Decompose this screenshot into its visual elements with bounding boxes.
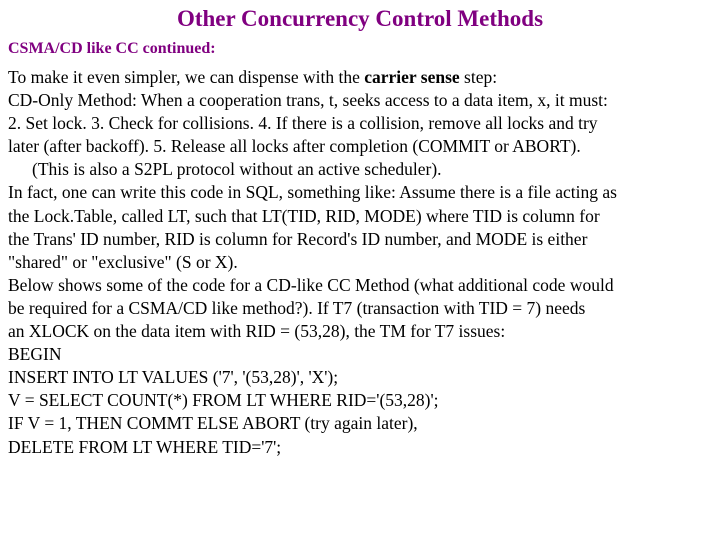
body-paragraph	[8, 343, 716, 366]
body-line	[8, 343, 716, 366]
slide-body	[8, 66, 716, 459]
body-text: BEGIN	[8, 344, 62, 365]
body-text: the Trans' ID number, RID is column for Record's ID number, and MODE is either	[8, 228, 588, 249]
body-line	[8, 66, 716, 89]
body-paragraph	[8, 89, 716, 112]
body-text: 2. Set lock. 3. Check for collisions. 4. If there is a collision, remove all locks and try	[8, 113, 598, 134]
body-paragraph	[8, 436, 716, 459]
body-paragraph	[8, 412, 716, 435]
body-text: "shared" or "exclusive" (S or X).	[8, 251, 238, 272]
body-line	[8, 274, 716, 297]
slide-subtitle: CSMA/CD like CC continued:	[8, 40, 216, 57]
body-paragraph	[8, 389, 716, 412]
body-text: IF V = 1, THEN COMMT ELSE ABORT (try again later),	[8, 413, 418, 434]
body-line	[8, 135, 716, 158]
body-text: later (after backoff). 5. Release all locks after completion (COMMIT or ABORT).	[8, 136, 581, 157]
body-text: INSERT INTO LT VALUES ('7', '(53,28)', 'X');	[8, 367, 339, 388]
body-line	[8, 181, 716, 204]
body-text: an XLOCK on the data item with RID = (53,28), the TM for T7 issues:	[8, 321, 506, 342]
body-text: V = SELECT COUNT(*) FROM LT WHERE RID='(53,28)';	[8, 390, 439, 411]
body-paragraph	[8, 366, 716, 389]
body-paragraph	[8, 112, 716, 158]
body-text: DELETE FROM LT WHERE TID='7';	[8, 436, 282, 457]
body-text: be required for a CSMA/CD like method?). If T7 (transaction with TID = 7) needs	[8, 297, 586, 318]
body-line	[8, 158, 716, 181]
body-line	[8, 436, 716, 459]
body-text: (This is also a S2PL protocol without an active scheduler).	[32, 159, 442, 180]
body-line	[8, 251, 716, 274]
body-line	[8, 205, 716, 228]
body-line	[8, 297, 716, 320]
body-text: CD-Only Method: When a cooperation trans, t, seeks access to a data item, x, it must:	[8, 90, 608, 111]
body-paragraph	[8, 181, 716, 273]
body-line	[8, 89, 716, 112]
body-line	[8, 366, 716, 389]
body-text-bold: carrier sense	[364, 67, 460, 87]
body-text: In fact, one can write this code in SQL, something like: Assume there is a file acting as	[8, 182, 617, 203]
slide-title: Other Concurrency Control Methods	[176, 6, 544, 31]
body-line	[8, 112, 716, 135]
body-text: To make it even simpler, we can dispense with the	[8, 67, 365, 87]
body-line	[8, 228, 716, 251]
body-paragraph	[8, 274, 716, 343]
body-text: the Lock.Table, called LT, such that LT(TID, RID, MODE) where TID is column for	[8, 205, 600, 226]
body-paragraph	[8, 66, 716, 89]
body-line	[8, 412, 716, 435]
body-line	[8, 320, 716, 343]
body-text: step:	[459, 67, 498, 87]
body-text: Below shows some of the code for a CD-like CC Method (what additional code would	[8, 274, 614, 295]
body-line	[8, 389, 716, 412]
body-paragraph	[8, 158, 716, 181]
